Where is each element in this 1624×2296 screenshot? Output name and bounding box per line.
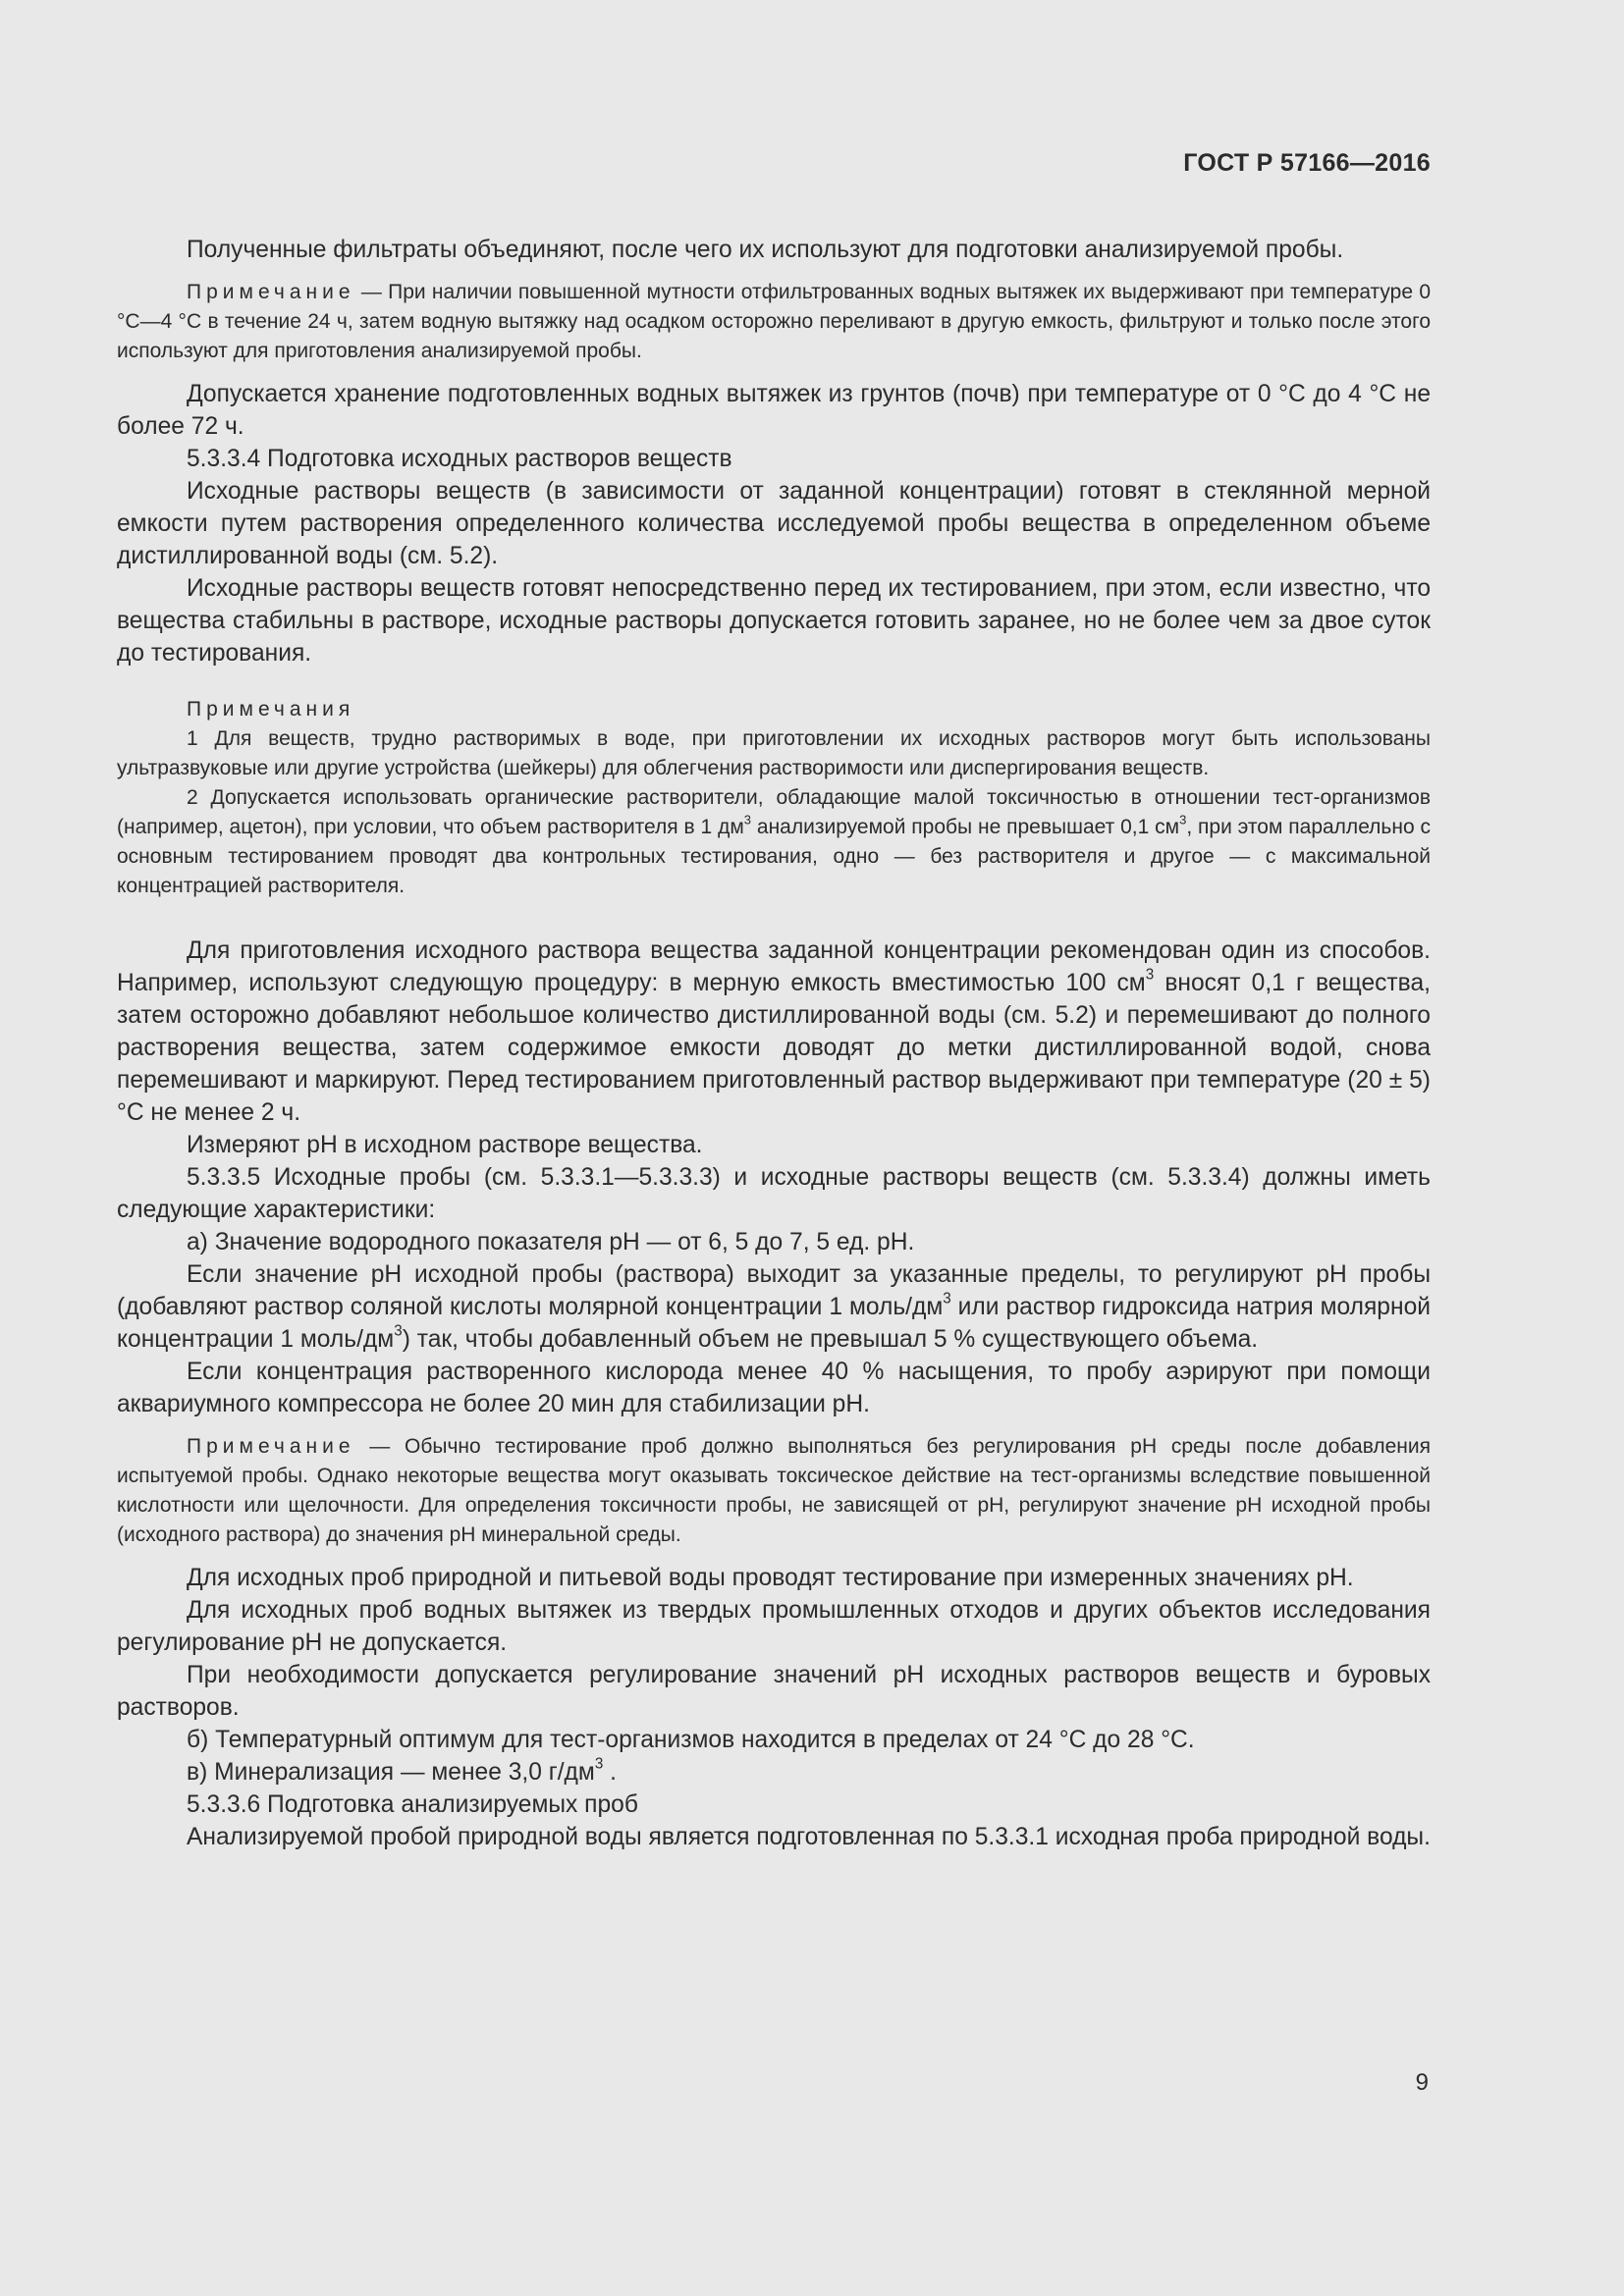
note-turbidity — [117, 278, 1431, 366]
paragraph-drilling-solutions: При необходимости допускается регулирование значений рН исходных растворов веществ и буровых растворов. — [117, 1662, 1431, 1721]
notes-label: Примечания — [187, 698, 355, 721]
list-item-a: а) Значение водородного показателя рН — от 6, 5 до 7, 5 ед. рН. — [187, 1229, 915, 1255]
paragraph-ph-adjust: Если значение рН исходной пробы (раствора) выходит за указанные пределы, то регулируют рН пробы (добавляют раствор соляной кислоты молярной концентрации 1 моль/$дм^3$ или раствор гидроксида натрия молярной концентрации 1 моль/$дм^3$) так, чтобы добавленный объем не превышал 5 % существующего объема. — [117, 1261, 1431, 1353]
paragraph-measure-ph: Измеряют рН в исходном растворе вещества. — [187, 1132, 703, 1158]
paragraph-analyzed-sample: Анализируемой пробой природной воды является подготовленная по 5.3.3.1 исходная проба природной воды. — [187, 1824, 1431, 1850]
paragraph-industrial-waste: Для исходных проб водных вытяжек из твердых промышленных отходов и других объектов исследования регулирование рН не допускается. — [117, 1597, 1431, 1656]
list-item-b: б) Температурный оптимум для тест-организмов находится в пределах от 24 °С до 28 °С. — [187, 1727, 1195, 1753]
note-text: — При наличии повышенной мутности отфильтрованных водных вытяжек их выдерживают при температуре 0 °С—4 °С в течение 24 ч, затем водную вытяжку над осадком осторожно переливают в другую емкость, фильтруют и только после этого используют для приготовления анализируемой пробы. — [117, 281, 1431, 362]
section-heading-5-3-3-4: 5.3.3.4 Подготовка исходных растворов веществ — [187, 446, 732, 472]
note-label: Примечание — [187, 281, 355, 303]
paragraph-procedure: Для приготовления исходного раствора вещества заданной концентрации рекомендован один из способов. Например, используют следующую процедуру: в мерную емкость вместимостью 100 $см^3$ вносят 0,1 г вещества, затем осторожно добавляют небольшое количество дистиллированной воды (см. 5.2) и перемешивают до полного растворения вещества, затем содержимое емкости доводят до метки дистиллированной водой, снова перемешивают и маркируют. Перед тестированием приготовленный раствор выдерживают при температуре (20 ± 5) °С не менее 2 ч. — [117, 937, 1431, 1126]
paragraph-natural-water: Для исходных проб природной и питьевой воды проводят тестирование при измеренных значениях рН. — [187, 1565, 1354, 1591]
document-body — [117, 147, 1431, 1853]
note-item-2: 2 Допускается использовать органические растворители, обладающие малой токсичностью в отношении тест-организмов (например, ацетон), при условии, что объем растворителя в 1 $дм^3$ анализируемой пробы не превышает 0,1 $см^3$, при этом параллельно с основным тестированием проводят два контрольных тестирования, одно — без растворителя и другое — с максимальной концентрацией растворителя. — [117, 786, 1431, 897]
note-ph-regulation: Примечание — Обычно тестирование проб должно выполняться без регулирования рН среды после добавления испытуемой пробы. Однако некоторые вещества могут оказывать токсическое действие на тест-организмы вследствие повышенной кислотности или щелочности. Для определения токсичности пробы, не зависящей от рН, регулируют значение рН исходной пробы (исходного раствора) до значения рН минеральной среды. — [117, 1435, 1431, 1546]
paragraph-filtrates: Полученные фильтраты объединяют, после чего их используют для подготовки анализируемой пробы. — [187, 237, 1344, 263]
page-number: 9 — [1415, 2069, 1429, 2096]
list-item-c: в) Минерализация — менее 3,0 $г/дм^3$ . — [187, 1755, 617, 1786]
section-heading-5-3-3-6: 5.3.3.6 Подготовка анализируемых проб — [187, 1791, 638, 1818]
paragraph-oxygen: Если концентрация растворенного кислорода менее 40 % насыщения, то пробу аэрируют при помощи аквариумного компрессора не более 20 мин для стабилизации рН. — [117, 1359, 1431, 1417]
section-heading-5-3-3-5: 5.3.3.5 Исходные пробы (см. 5.3.3.1—5.3.3.3) и исходные растворы веществ (см. 5.3.3.4) должны иметь следующие характеристики: — [117, 1164, 1431, 1223]
paragraph-storage: Допускается хранение подготовленных водных вытяжек из грунтов (почв) при температуре от 0 °С до 4 °С не более 72 ч. — [117, 381, 1431, 440]
document-header: ГОСТ Р 57166—2016 — [1183, 149, 1431, 177]
paragraph-stock-solutions: Исходные растворы веществ (в зависимости от заданной концентрации) готовят в стеклянной мерной емкости путем растворения определенного количества исследуемой пробы вещества в определенном объеме дистиллированной воды (см. 5.2). — [117, 478, 1431, 569]
paragraph-stock-timing: Исходные растворы веществ готовят непосредственно перед их тестированием, при этом, если известно, что вещества стабильны в растворе, исходные растворы допускается готовить заранее, но не более чем за двое суток до тестирования. — [117, 575, 1431, 667]
note-item-1: 1 Для веществ, трудно растворимых в воде, при приготовлении их исходных растворов могут быть использованы ультразвуковые или другие устройства (шейкеры) для облегчения растворимости или диспергирования веществ. — [117, 727, 1431, 779]
